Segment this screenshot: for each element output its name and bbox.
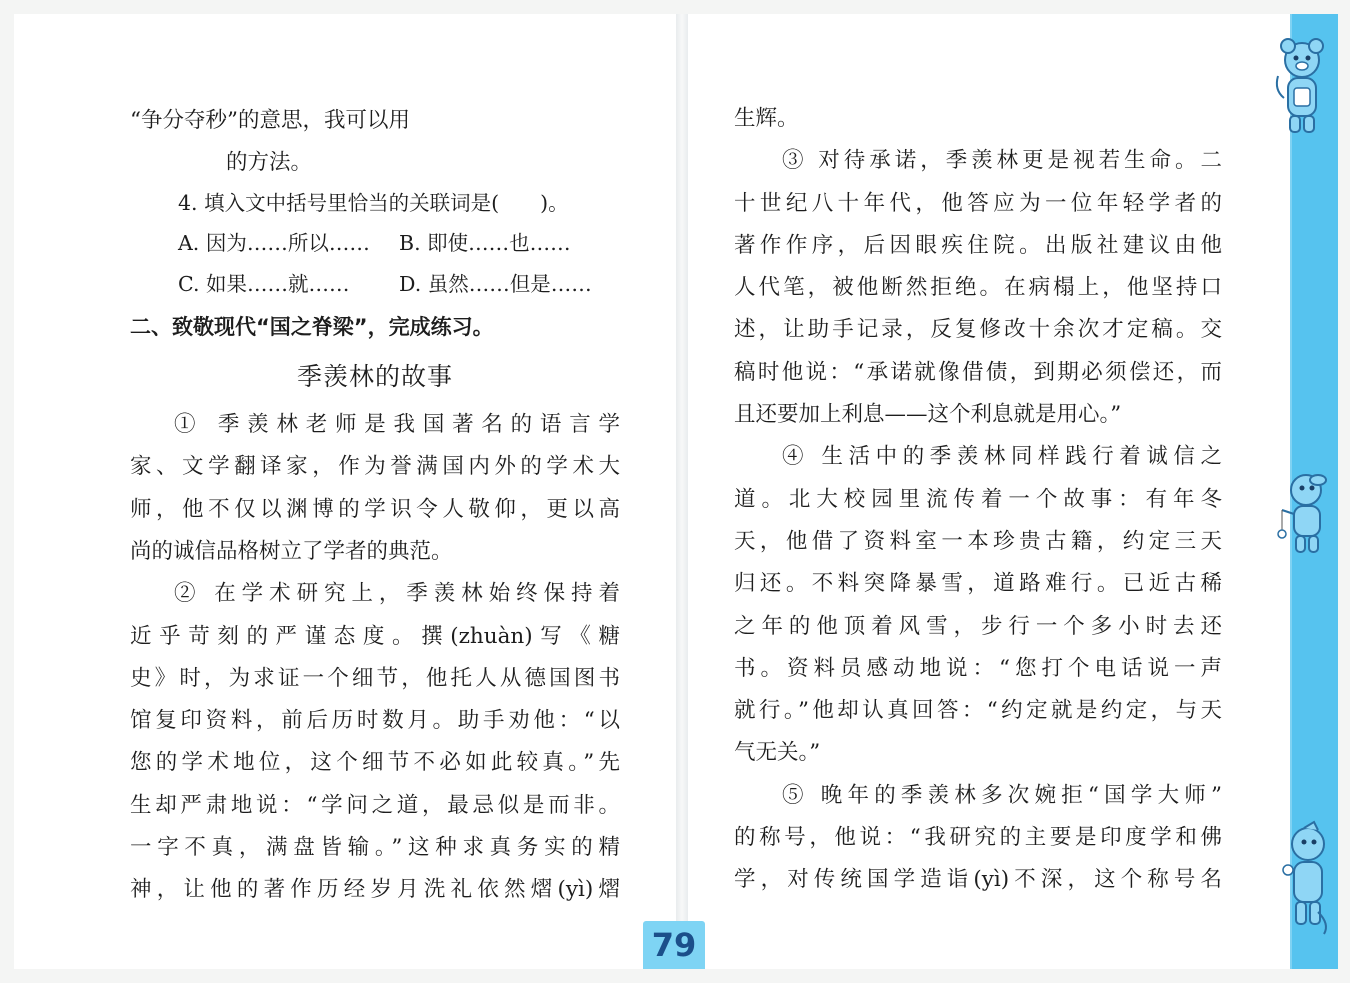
option-b[interactable]: B. 即使……也……	[399, 231, 571, 256]
text-line: 您的学术地位，这个细节不必如此较真。”先	[130, 750, 620, 776]
q3-line-1	[130, 98, 620, 140]
text-line: 十世纪八十年代，他答应为一位年轻学者的	[734, 190, 1222, 216]
mascot-yoyo-icon	[1272, 470, 1334, 564]
option-a[interactable]: A. 因为……所以……	[178, 231, 370, 256]
option-c[interactable]: C. 如果……就……	[178, 271, 350, 296]
text-line: ④ 生活中的季羡林同样践行着诚信之	[782, 444, 1222, 470]
text-line: 之年的他顶着风雪，步行一个多小时去还	[734, 613, 1222, 639]
section-heading: 二、致敬现代“国之脊梁”，完成练习。	[130, 315, 494, 340]
text-line: 人代笔，被他断然拒绝。在病榻上，他坚持口	[734, 275, 1222, 301]
text-line: 归还。不料突降暴雪，道路难行。已近古稀	[734, 571, 1222, 597]
text-line: ⑤ 晚年的季羡林多次婉拒“国学大师”	[782, 782, 1222, 808]
text-line: 近乎苛刻的严谨态度。撰(zhuàn)写《糖	[130, 623, 620, 649]
text-line: 就行。”他却认真回答：“约定就是约定，与天	[734, 698, 1222, 724]
book-gutter	[676, 14, 688, 969]
text-line: 一字不真，满盘皆输。”这种求真务实的精	[130, 835, 620, 861]
text-line: 稿时他说：“承诺就像借债，到期必须偿还，而	[734, 359, 1222, 385]
text-line: 尚的诚信品格树立了学者的典范。	[130, 538, 453, 564]
story-title: 季羡林的故事	[296, 362, 453, 392]
text-line: 神，让他的著作历经岁月洗礼依然熠(yì)熠	[130, 877, 620, 903]
option-d[interactable]: D. 虽然……但是……	[399, 271, 592, 296]
text-line: 气无关。”	[734, 740, 821, 766]
text-line: 馆复印资料，前后历时数月。助手劝他：“以	[130, 708, 620, 734]
options-row	[130, 264, 620, 305]
q3-line2-text: 的方法。	[226, 150, 313, 176]
question-4: 4. 填入文中括号里恰当的关联词是( )。	[178, 190, 569, 215]
text-line: 史》时，为求证一个细节，他托人从德国图书	[130, 665, 620, 691]
right-column	[734, 98, 1222, 902]
text-line: 生辉。	[734, 106, 799, 131]
text-line: 的称号，他说：“我研究的主要是印度学和佛	[734, 825, 1222, 851]
text-line: 且还要加上利息——这个利息就是用心。”	[734, 402, 1122, 428]
text-line: 著作作序，后因眼疾住院。出版社建议由他	[734, 232, 1222, 258]
answer-blank[interactable]	[410, 98, 586, 140]
mascot-thinker-icon	[1274, 820, 1336, 944]
text-line: ③ 对待承诺，季羡林更是视若生命。二	[782, 148, 1222, 174]
text-line: 道。北大校园里流传着一个故事：有年冬	[734, 486, 1222, 512]
page-number: 79	[643, 921, 705, 969]
q3-line-2	[130, 140, 620, 182]
q3-line1-text: “争分夺秒”的意思，我可以用	[130, 108, 410, 133]
text-line: 生却严肃地说：“学问之道，最忌似是而非。	[130, 792, 620, 818]
left-column	[130, 98, 620, 912]
text-line: 师，他不仅以渊博的学识令人敬仰，更以高	[130, 496, 620, 522]
text-line: 天，他借了资料室一本珍贵古籍，约定三天	[734, 528, 1222, 554]
text-line: ② 在学术研究上，季羡林始终保持着	[174, 581, 620, 607]
text-line: 述，让助手记录，反复修改十余次才定稿。交	[734, 317, 1222, 343]
options-row	[130, 223, 620, 264]
answer-blank[interactable]	[130, 140, 226, 182]
mascot-bear-icon	[1270, 38, 1334, 142]
text-line: 书。资料员感动地说：“您打个电话说一声	[734, 655, 1222, 681]
text-line: 学，对传统国学造诣(yì)不深，这个称号名	[734, 867, 1222, 893]
text-line: ① 季羡林老师是我国著名的语言学	[174, 412, 620, 438]
text-line: 家、文学翻译家，作为誉满国内外的学术大	[130, 454, 620, 480]
